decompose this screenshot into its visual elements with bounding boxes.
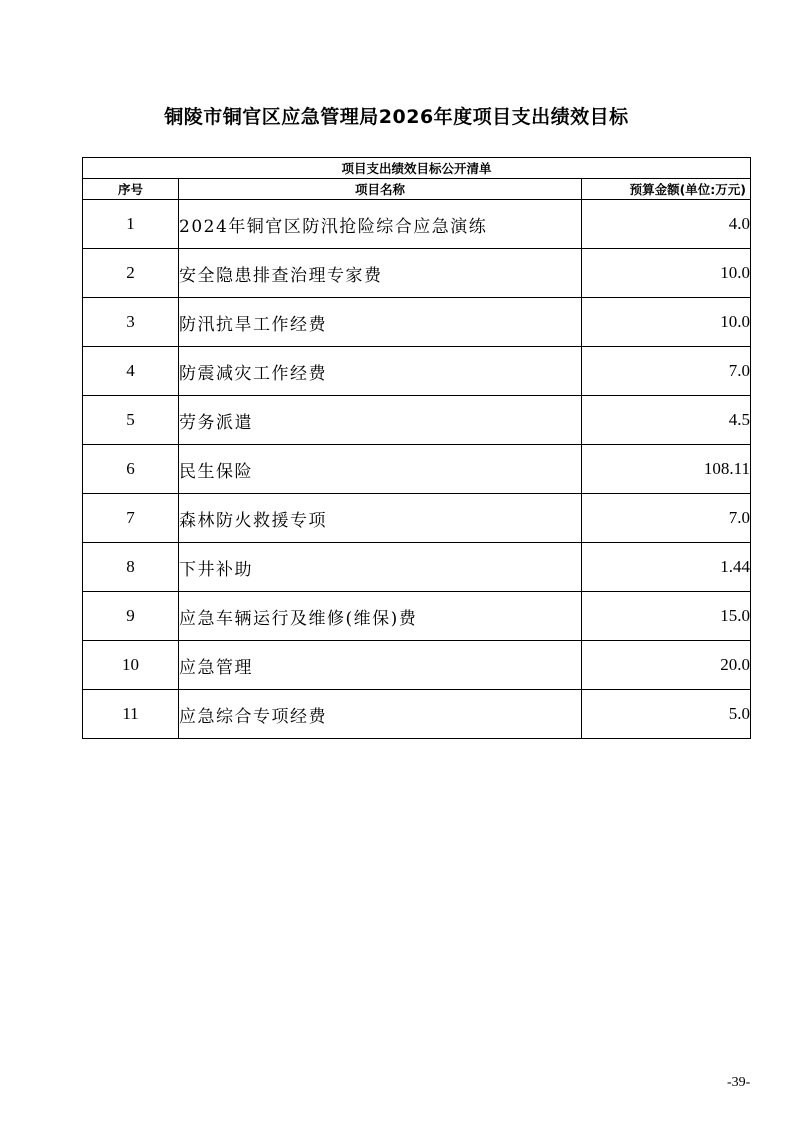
row-seq: 10	[83, 641, 179, 690]
row-seq: 11	[83, 690, 179, 739]
table-row	[83, 347, 751, 396]
row-project-name: 应急管理	[179, 641, 582, 690]
header-name: 项目名称	[179, 179, 582, 200]
row-seq: 2	[83, 249, 179, 298]
row-amount: 15.0	[582, 592, 751, 641]
row-seq: 8	[83, 543, 179, 592]
header-seq: 序号	[83, 179, 179, 200]
table-caption: 项目支出绩效目标公开清单	[83, 158, 751, 179]
table-row	[83, 249, 751, 298]
row-amount: 4.0	[582, 200, 751, 249]
row-amount: 20.0	[582, 641, 751, 690]
row-project-name: 应急车辆运行及维修(维保)费	[179, 592, 582, 641]
row-seq: 9	[83, 592, 179, 641]
row-seq: 3	[83, 298, 179, 347]
row-project-name: 防震减灾工作经费	[179, 347, 582, 396]
table-header-row	[83, 179, 751, 200]
row-seq: 5	[83, 396, 179, 445]
table-row	[83, 200, 751, 249]
row-amount: 10.0	[582, 298, 751, 347]
table-row	[83, 494, 751, 543]
row-amount: 108.11	[582, 445, 751, 494]
row-project-name: 2024年铜官区防汛抢险综合应急演练	[179, 200, 582, 249]
row-amount: 10.0	[582, 249, 751, 298]
row-seq: 7	[83, 494, 179, 543]
table-row	[83, 592, 751, 641]
table-row	[83, 641, 751, 690]
row-project-name: 防汛抗旱工作经费	[179, 298, 582, 347]
project-budget-table	[82, 157, 751, 739]
row-project-name: 劳务派遣	[179, 396, 582, 445]
row-project-name: 应急综合专项经费	[179, 690, 582, 739]
row-seq: 1	[83, 200, 179, 249]
header-amount: 预算金额(单位:万元)	[582, 179, 751, 200]
row-project-name: 森林防火救援专项	[179, 494, 582, 543]
page-number: -39-	[727, 1075, 751, 1090]
row-seq: 4	[83, 347, 179, 396]
row-amount: 1.44	[582, 543, 751, 592]
row-project-name: 安全隐患排查治理专家费	[179, 249, 582, 298]
row-project-name: 下井补助	[179, 543, 582, 592]
table-caption-row	[83, 158, 751, 179]
table-row	[83, 445, 751, 494]
row-seq: 6	[83, 445, 179, 494]
row-amount: 5.0	[582, 690, 751, 739]
table-row	[83, 298, 751, 347]
table-row	[83, 543, 751, 592]
row-amount: 4.5	[582, 396, 751, 445]
document-title: 铜陵市铜官区应急管理局2026年度项目支出绩效目标	[164, 106, 629, 128]
table-row	[83, 690, 751, 739]
row-amount: 7.0	[582, 347, 751, 396]
row-amount: 7.0	[582, 494, 751, 543]
row-project-name: 民生保险	[179, 445, 582, 494]
table-row	[83, 396, 751, 445]
